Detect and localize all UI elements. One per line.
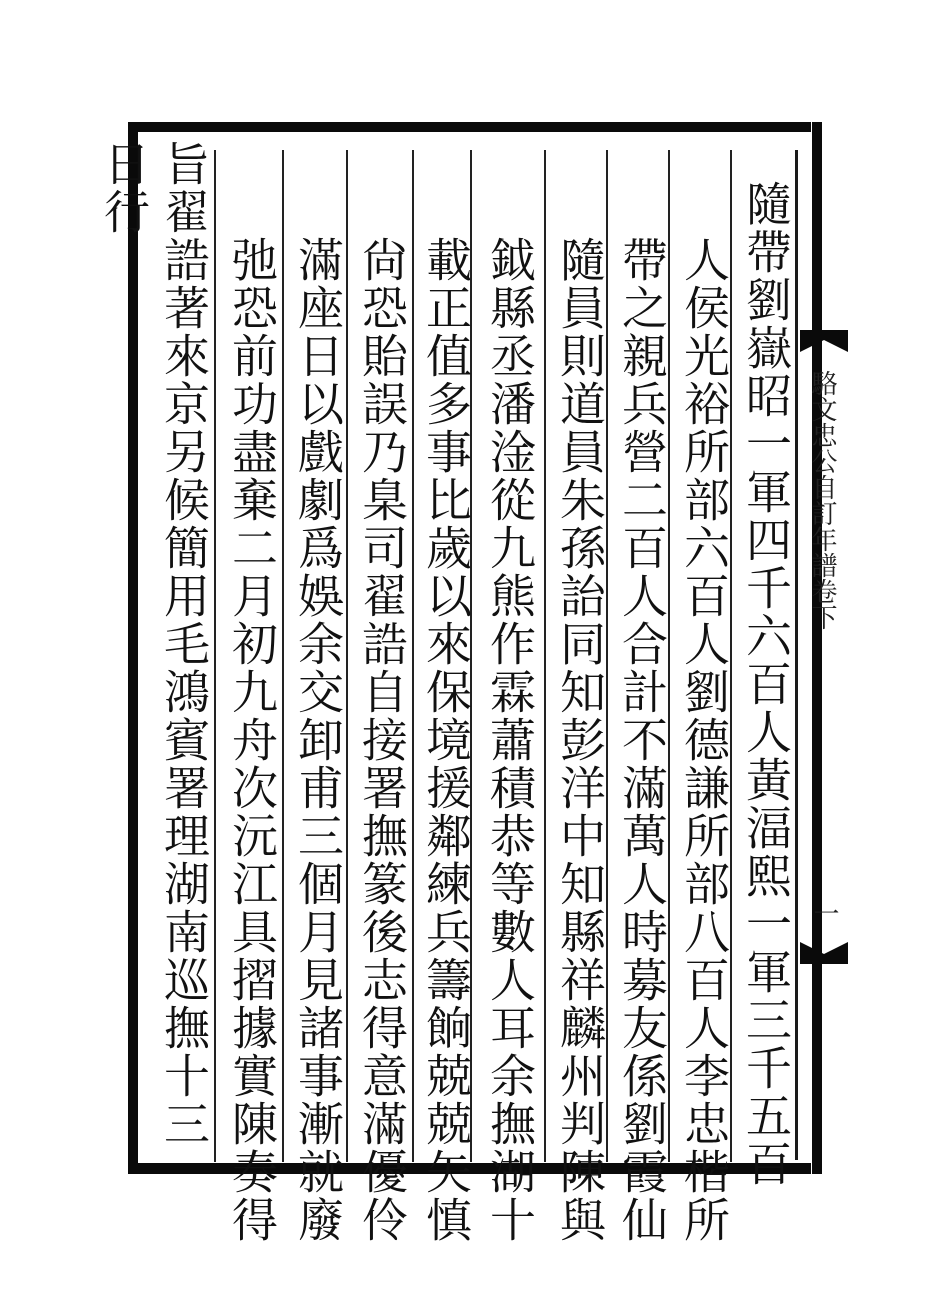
column-rule — [412, 150, 414, 1162]
text-column-10: 旨翟誥著來京另候簡用毛鴻賓署理湖南巡撫十三日行 — [97, 140, 211, 1148]
text-column-1: 隨帶劉嶽昭一軍四千六百人黃湢熙一軍三千五百 — [739, 180, 793, 1188]
text-column-3: 帶之親兵營二百人合計不滿萬人時募友係劉霞仙 — [615, 236, 669, 1244]
text-column-2: 人侯光裕所部六百人劉德謙所部八百人李忠楷所 — [677, 236, 731, 1244]
fishtail-bottom-icon — [800, 938, 848, 964]
fishtail-top-icon — [800, 330, 848, 356]
page-number: 一 — [809, 900, 839, 926]
text-column-4: 隨員則道員朱孫詒同知彭洋中知縣祥麟州判陳與 — [553, 236, 607, 1244]
column-rule — [544, 150, 546, 1162]
text-column-6: 載正值多事比歲以來保境援鄰練兵籌餉兢兢矢慎 — [419, 236, 473, 1244]
text-column-8: 滿座日以戲劇爲娛余交卸甫三個月見諸事漸就廢 — [291, 236, 345, 1244]
banxin-title: 駱文忠公自訂年譜卷下 — [807, 370, 837, 630]
column-rule — [214, 150, 216, 1162]
text-column-7: 尙恐貽誤乃臬司翟誥自接署撫篆後志得意滿優伶 — [355, 236, 409, 1244]
text-column-9: 弛恐前功盡棄二月初九舟次沅江具摺據實陳奏得 — [225, 236, 279, 1244]
column-rule — [282, 150, 284, 1162]
text-column-5: 鉞縣丞潘淦從九熊作霖蕭積恭等數人耳余撫湖十 — [483, 236, 537, 1244]
